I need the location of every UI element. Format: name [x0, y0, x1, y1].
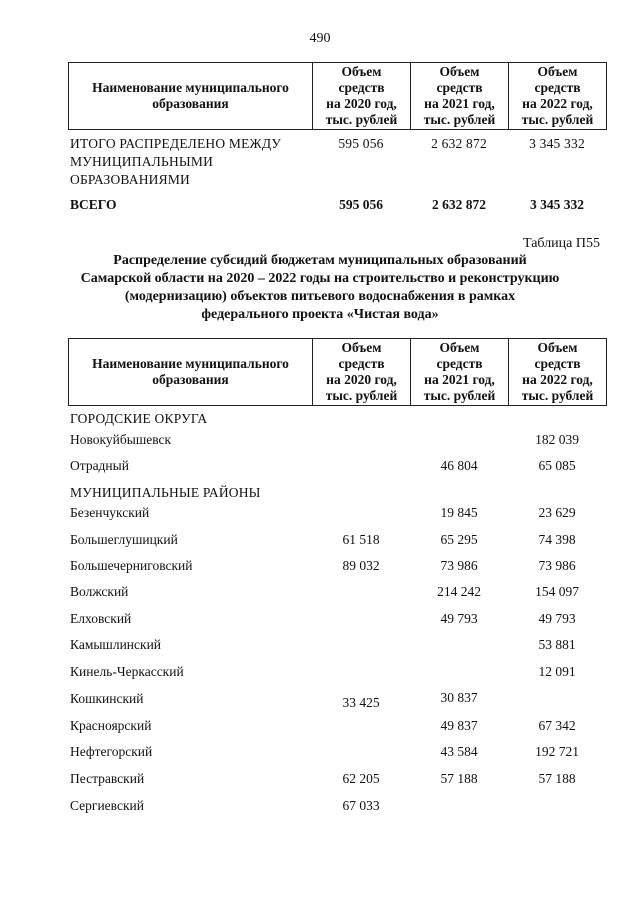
total-2020: 595 056 — [338, 136, 384, 151]
header-name-col: Наименование муниципального образования — [69, 339, 313, 406]
total-2022: 3 345 332 — [529, 136, 585, 151]
header-2021: Объем средств на 2021 год, тыс. рублей — [411, 63, 509, 130]
header-name-col: Наименование муниципального образования — [69, 63, 313, 130]
header-2020: Объем средств на 2020 год, тыс. рублей — [313, 63, 411, 130]
header-2022: Объем средств на 2022 год, тыс. рублей — [509, 339, 607, 406]
table2-header — [68, 338, 607, 406]
table-title: Распределение субсидий бюджетам муниципальных образований Самарской области на 2020 – 2022 годы на строительство и реконструкцию (модернизацию) объектов питьевого водоснабжения в рамках федерального проекта «Чистая вода» — [80, 253, 560, 322]
page-number: 490 — [309, 31, 331, 46]
grand-total-2020: 595 056 — [339, 197, 383, 212]
table1-header — [68, 62, 607, 130]
header-2020: Объем средств на 2020 год, тыс. рублей — [313, 339, 411, 406]
grand-total-label: ВСЕГО — [70, 197, 117, 212]
header-2021: Объем средств на 2021 год, тыс. рублей — [411, 339, 509, 406]
total-label: ИТОГО РАСПРЕДЕЛЕНО МЕЖДУ МУНИЦИПАЛЬНЫМИ ОБРАЗОВАНИЯМИ — [70, 136, 282, 187]
table-number: Таблица П55 — [523, 236, 600, 251]
grand-total-2021: 2 632 872 — [432, 197, 486, 212]
grand-total-2022: 3 345 332 — [530, 197, 584, 212]
total-2021: 2 632 872 — [431, 136, 487, 151]
header-2022: Объем средств на 2022 год, тыс. рублей — [509, 63, 607, 130]
